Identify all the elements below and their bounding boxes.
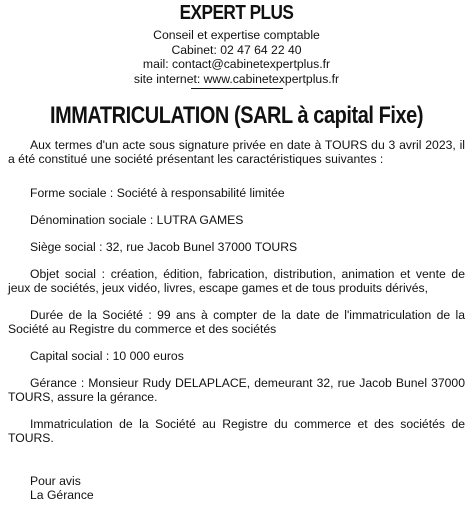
- item-duree: Durée de la Société : 99 ans à compter de la date de l'immatriculation de la Société au Registre du commerce et des sociétés: [8, 308, 465, 336]
- item-siege-social: Siège social : 32, rue Jacob Bunel 37000 TOURS: [30, 240, 298, 254]
- item-forme-sociale: Forme sociale : Société à responsabilité limitée: [30, 186, 285, 200]
- firm-phone: Cabinet: 02 47 64 22 40: [171, 42, 302, 57]
- item-denomination: Dénomination sociale : LUTRA GAMES: [30, 213, 244, 227]
- item-objet-social: Objet social : création, édition, fabrication, distribution, animation et vente de jeux de sociétés, jeux vidéo, livres, escape games et de tous produits dérivés,: [8, 267, 465, 295]
- item-capital-social: Capital social : 10 000 euros: [30, 349, 184, 363]
- signature-gerance: La Gérance: [30, 488, 94, 502]
- item-immatriculation: Immatriculation de la Société au Registre du commerce et des sociétés de TOURS.: [8, 417, 465, 445]
- notice-title: IMMATRICULATION (SARL à capital Fixe): [49, 102, 424, 129]
- firm-subtitle: Conseil et expertise comptable: [153, 28, 320, 42]
- firm-email: mail: contact@cabinetexpertplus.fr: [142, 57, 331, 71]
- firm-website: site internet: www.cabinetexpertplus.fr: [133, 71, 340, 86]
- item-gerance: Gérance : Monsieur Rudy DELAPLACE, demeurant 32, rue Jacob Bunel 37000 TOURS, assure la gérance.: [8, 376, 465, 404]
- notice-intro: Aux termes d'un acte sous signature privée en date à TOURS du 3 avril 2023, il a été constitué une société présentant les caractéristiques suivantes :: [8, 138, 465, 166]
- firm-header: [8, 2, 465, 89]
- firm-name: EXPERT PLUS: [179, 2, 294, 24]
- closing-pour-avis: Pour avis: [30, 474, 81, 488]
- signature-spacer: [8, 458, 465, 474]
- header-divider: [191, 88, 283, 89]
